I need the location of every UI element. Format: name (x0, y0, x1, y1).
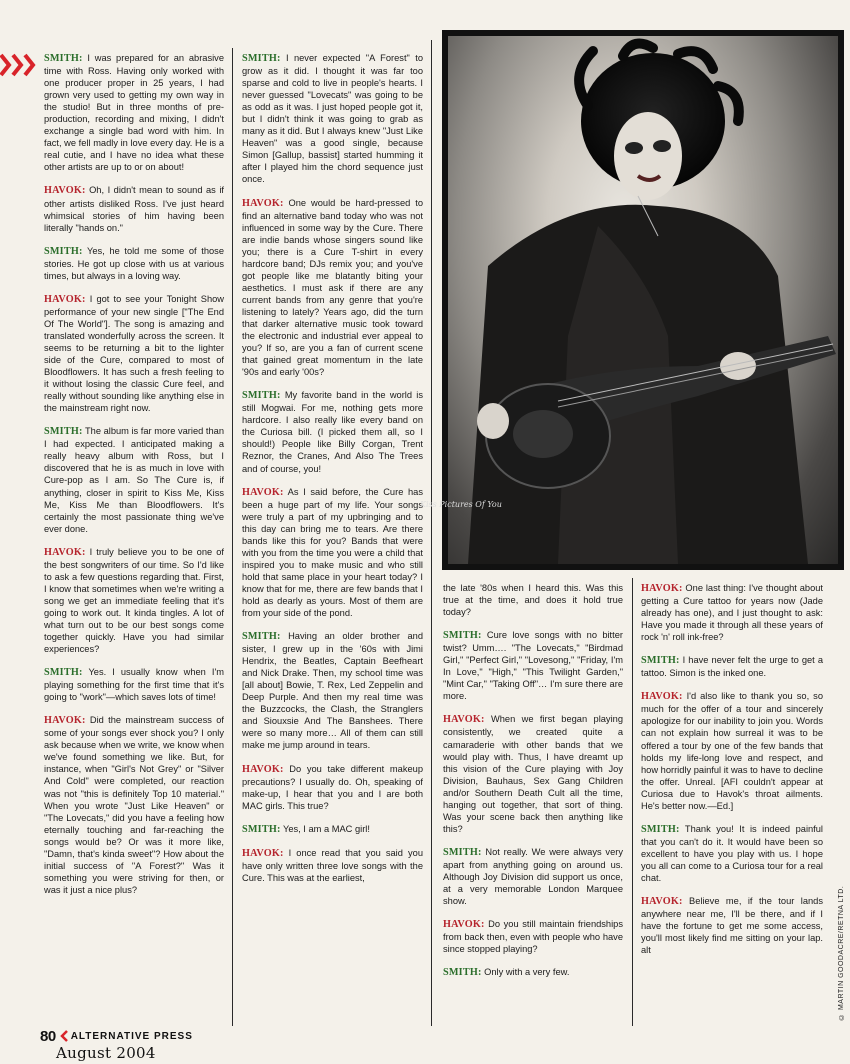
issue-date: August 2004 (56, 1044, 156, 1062)
interview-paragraph (641, 823, 823, 884)
speaker-smith: SMITH: (443, 967, 482, 979)
paragraph-text: Cure love songs with no bitter twist? Umm…. "The Lovecats," "Birdmad Girl," "Perfect Girl," "Lovesong," "Friday, I'm In Love," "High," "This Twilight Garden," "Mint Car," "Taking Off"… I'm sure there are more. (443, 630, 623, 702)
interview-paragraph (641, 582, 823, 643)
paragraph-text: My favorite band in the world is still Mogwai. For me, nothing gets more hardcore. I also really like every band on the Curiosa bill. (I picked them all, so I should!) People like Billy Corgan, Trent Reznor, the Cranes, And Also The Trees and of course, you! (242, 390, 423, 474)
paragraph-text: Having an older brother and sister, I grew up in the '60s with Jimi Hendrix, the Beatles, Captain Beefheart and Nick Drake. Then, my school time was [all about] Bowie, T. Rex, Led Zeppelin and Deep Purple. And then my real time was the Buzzcocks, the Clash, the Stranglers and Siouxsie And The Banshees. There were so many more… All of them can still make me jump around in tears. (242, 631, 423, 751)
interview-paragraph (44, 714, 224, 896)
chevron-arrows-icon (0, 52, 40, 78)
interview-paragraph (242, 486, 423, 620)
interview-paragraph (443, 713, 623, 834)
photo-side-credit: © MARTIN GOODACRE/RETNA LTD. (838, 885, 845, 1020)
speaker-smith: SMITH: (44, 245, 83, 257)
interview-paragraph (44, 425, 224, 534)
guitarist-photo-art (448, 36, 838, 564)
paragraph-text: I got to see your Tonight Show performance of your new single ["The End Of The World"]. The song is amazing and translated wonderfully across the screen. It seems to be returning a bit to the lighter side of the Cure, compared to most of Bloodflowers. It has such a fresh feeling to it without losing the classic Cure feel, and really without sounding like anything else in the mainstream right now. (44, 293, 224, 414)
speaker-smith: SMITH: (44, 426, 83, 438)
paragraph-text: Only with a very few. (481, 967, 570, 978)
paragraph-text: Not really. We were always very apart from anything going on around us. Although Joy Division did support us once, at a very memorable London Marquee show. (443, 846, 623, 907)
paragraph-text: I was prepared for an abrasive time with Ross. Having only worked with one producer proper in 25 years, I had grown very used to getting my own way in the studio! But in three months of pre-production, recording and mixing, I didn't exchange a single bad word with him. In fact, we fell madly in love every day. He is a real cutie, and I have no idea what these other artists are up to or on about! (44, 53, 224, 173)
speaker-havok: HAVOK: (443, 919, 485, 931)
speaker-havok: HAVOK: (242, 197, 284, 209)
column-divider (431, 40, 432, 1026)
speaker-smith: SMITH: (242, 823, 281, 835)
interview-paragraph (242, 847, 423, 884)
paragraph-text: Yes, he told me some of those stories. He got up close with us at various times, but always in a loving way. (44, 245, 224, 281)
interview-paragraph (443, 629, 623, 702)
interview-paragraph (641, 654, 823, 679)
interview-paragraph (44, 245, 224, 282)
text-column-4 (641, 582, 823, 1022)
interview-paragraph (44, 52, 224, 173)
speaker-havok: HAVOK: (641, 583, 683, 594)
speaker-smith: SMITH: (242, 53, 281, 64)
page-number: 80 (40, 1027, 56, 1045)
publication-name: ALTERNATIVE PRESS (70, 1030, 193, 1042)
photo-frame (442, 30, 844, 570)
interview-paragraph (641, 690, 823, 811)
paragraph-text: I'd also like to thank you so, so much for the offer of a tour and sincerely apologize for our inability to join you. Words can not explain how surreal it was to be offered a tour by one of the few bands that holds my life-long love and respect, and how horridly painful it was to have to decline the offer. Unreal. [AFI couldn't appear at Curiosa due to Havok's throat ailments. He's better now.—Ed.] (641, 691, 823, 811)
speaker-smith: SMITH: (44, 53, 83, 64)
interview-paragraph (44, 184, 224, 233)
guitarist-photo (448, 36, 838, 564)
paragraph-text: the late '80s when I heard this. Was this true at the time, and does it hold true today? (443, 583, 623, 618)
paragraph-text: I never expected "A Forest" to grow as it did. I thought it was far too sparse and cold to live in people's hearts. I never guessed "Lovecats" was going to be as odd as it was. I just hoped people got it, but I didn't think it was going to grab as many as it did. But I always knew "Just Like Heaven" was a good single, because Simon [Gallup, bassist] started humming it after I played him the chord sequence just once. (242, 53, 423, 185)
speaker-smith: SMITH: (242, 390, 281, 402)
paragraph-text: I truly believe you to be one of the best songwriters of our time. So I'd like to ask a few questions regarding that. First, I know that sometimes when we're writing a song we get an immediate feeling that it's going to work out. It kinda tingles. A lot of what turn out to be our best songs come together quickly. Have you had similar experiences? (44, 546, 224, 655)
interview-paragraph (443, 966, 623, 979)
text-column-1 (44, 52, 224, 1022)
paragraph-text: Yes, I am a MAC girl! (280, 823, 370, 834)
interview-paragraph (44, 666, 224, 703)
photo-credit: Kiss Pictures Of You (420, 500, 502, 509)
speaker-havok: HAVOK: (242, 763, 284, 775)
speaker-smith: SMITH: (641, 655, 680, 667)
interview-paragraph (44, 546, 224, 655)
paragraph-text: One would be hard-pressed to find an alternative band today who was not influenced in some way by the Cure. There are indie bands whose singers sound like you; there is a Cure T-shirt in every hardcore band; DJs remix you; and you've got people like me blatantly biting your aesthetics. I must ask if there are any current bands from any genre that you're listening to lately? Years ago, did the turn that darker alternative music took toward the electronic and industrial ever appeal to you? If so, are you a fan of current scene that gained great momentum in the late '90s and early '00s? (242, 197, 423, 378)
speaker-havok: HAVOK: (641, 691, 683, 703)
interview-paragraph (242, 52, 423, 186)
speaker-smith: SMITH: (443, 846, 482, 858)
speaker-smith: SMITH: (443, 630, 482, 642)
paragraph-text: Did the mainstream success of some of your songs ever shock you? I only ask because when we write, we know when we've found something we like. But, for instance, when "Girl's Not Grey" or "Silver And Cold" were completed, our reaction was not "this is definitely Top 10 material." When you wrote "Just Like Heaven" or "The Lovecats," did you have a feeling how eternally touching and far-reaching the songs would be? Or was it more like, "Damn, that's kinda sweet"? How about the initial success of "A Forest?" Was it something you were striving for then, or was it just a nice plus? (44, 715, 224, 895)
interview-paragraph (242, 763, 423, 812)
speaker-havok: HAVOK: (443, 714, 485, 726)
paragraph-text: When we first began playing consistently, we created quite a camaraderie with other bands that we would play with. Thus, I have dreamt up this vision of the Cure playing with Joy Division, Bauhaus, Sex Gang Children and/or Southern Death Cult all the time, hanging out together, that sort of thing. Was your scene back then anything like this? (443, 714, 623, 834)
paragraph-text: Thank you! It is indeed painful that you can't do it. It would have been so excellent to have you play with us. I hope you all can come to a Curiosa tour for a real chat. (641, 823, 823, 883)
paragraph-text: I once read that you said you have only written three love songs with the Cure. This was at the earliest, (242, 847, 423, 883)
speaker-havok: HAVOK: (641, 896, 683, 908)
paragraph-text: I have never felt the urge to get a tattoo. Simon is the inked one. (641, 655, 823, 679)
column-divider (632, 578, 633, 1026)
text-column-2 (242, 52, 423, 1022)
speaker-havok: HAVOK: (44, 293, 86, 305)
interview-paragraph (242, 823, 423, 836)
interview-paragraph (443, 846, 623, 907)
paragraph-text: One last thing: I've thought about getting a Cure tattoo for years now (Jade already has one), and I just thought to ask: Have you made it through all these years of rock 'n' roll ink-free? (641, 583, 823, 643)
page-footer (40, 1028, 193, 1044)
speaker-havok: HAVOK: (242, 486, 284, 498)
speaker-smith: SMITH: (44, 667, 83, 679)
interview-paragraph (641, 895, 823, 956)
interview-paragraph (242, 389, 423, 474)
interview-paragraph (443, 918, 623, 955)
paragraph-text: As I said before, the Cure has been a huge part of my life. Your songs were truly a part of my upbringing and to this day can bring me to tears. Are there bands like this for you? Bands that were with you from the time you were a child that inspired you to make music and who still hold that same place in your heart today? I know that for me, there are few bands that I hold as dearly as yours. Most of them are from your side of the pond. (242, 486, 423, 619)
interview-paragraph (44, 293, 224, 414)
paragraph-text: Oh, I didn't mean to sound as if other artists disliked Ross. I've just heard whimsical stories of him having been literally "hands on." (44, 185, 224, 233)
speaker-smith: SMITH: (641, 823, 680, 835)
paragraph-text: Do you still maintain friendships from back then, even with people who have since stopped playing? (443, 919, 623, 955)
paragraph-text: Do you take different makeup precautions? I usually do. Oh, speaking of make-up, I hear that you and I are both MAC girls. This true? (242, 763, 423, 811)
speaker-havok: HAVOK: (44, 715, 86, 727)
column-divider (232, 48, 233, 1026)
paragraph-text: Yes. I usually know when I'm playing something for the first time that it's going to "work"—which saves lots of time! (44, 667, 224, 703)
speaker-havok: HAVOK: (44, 546, 86, 558)
speaker-havok: HAVOK: (242, 847, 284, 859)
interview-paragraph (242, 630, 423, 751)
chevron-left-icon (60, 1030, 68, 1042)
speaker-havok: HAVOK: (44, 185, 86, 197)
paragraph-text: The album is far more varied than I had expected. I anticipated making a really heavy album with Ross, but I discovered that he is as much in love with Cure-pop as I am. So The Cure is, if anything, closer in spirit to Kiss Me, Kiss Me, Kiss Me than Bloodflowers. It's certainly the most passionate thing we've ever done. (44, 426, 224, 534)
interview-paragraph (242, 197, 423, 379)
paragraph-text: Believe me, if the tour lands anywhere near me, I'll be there, and if I have the fortune to get me some access, you'll most likely find me sitting on your lap. alt (641, 896, 823, 956)
speaker-smith: SMITH: (242, 631, 281, 643)
interview-paragraph (443, 582, 623, 618)
text-column-3 (443, 582, 623, 1022)
